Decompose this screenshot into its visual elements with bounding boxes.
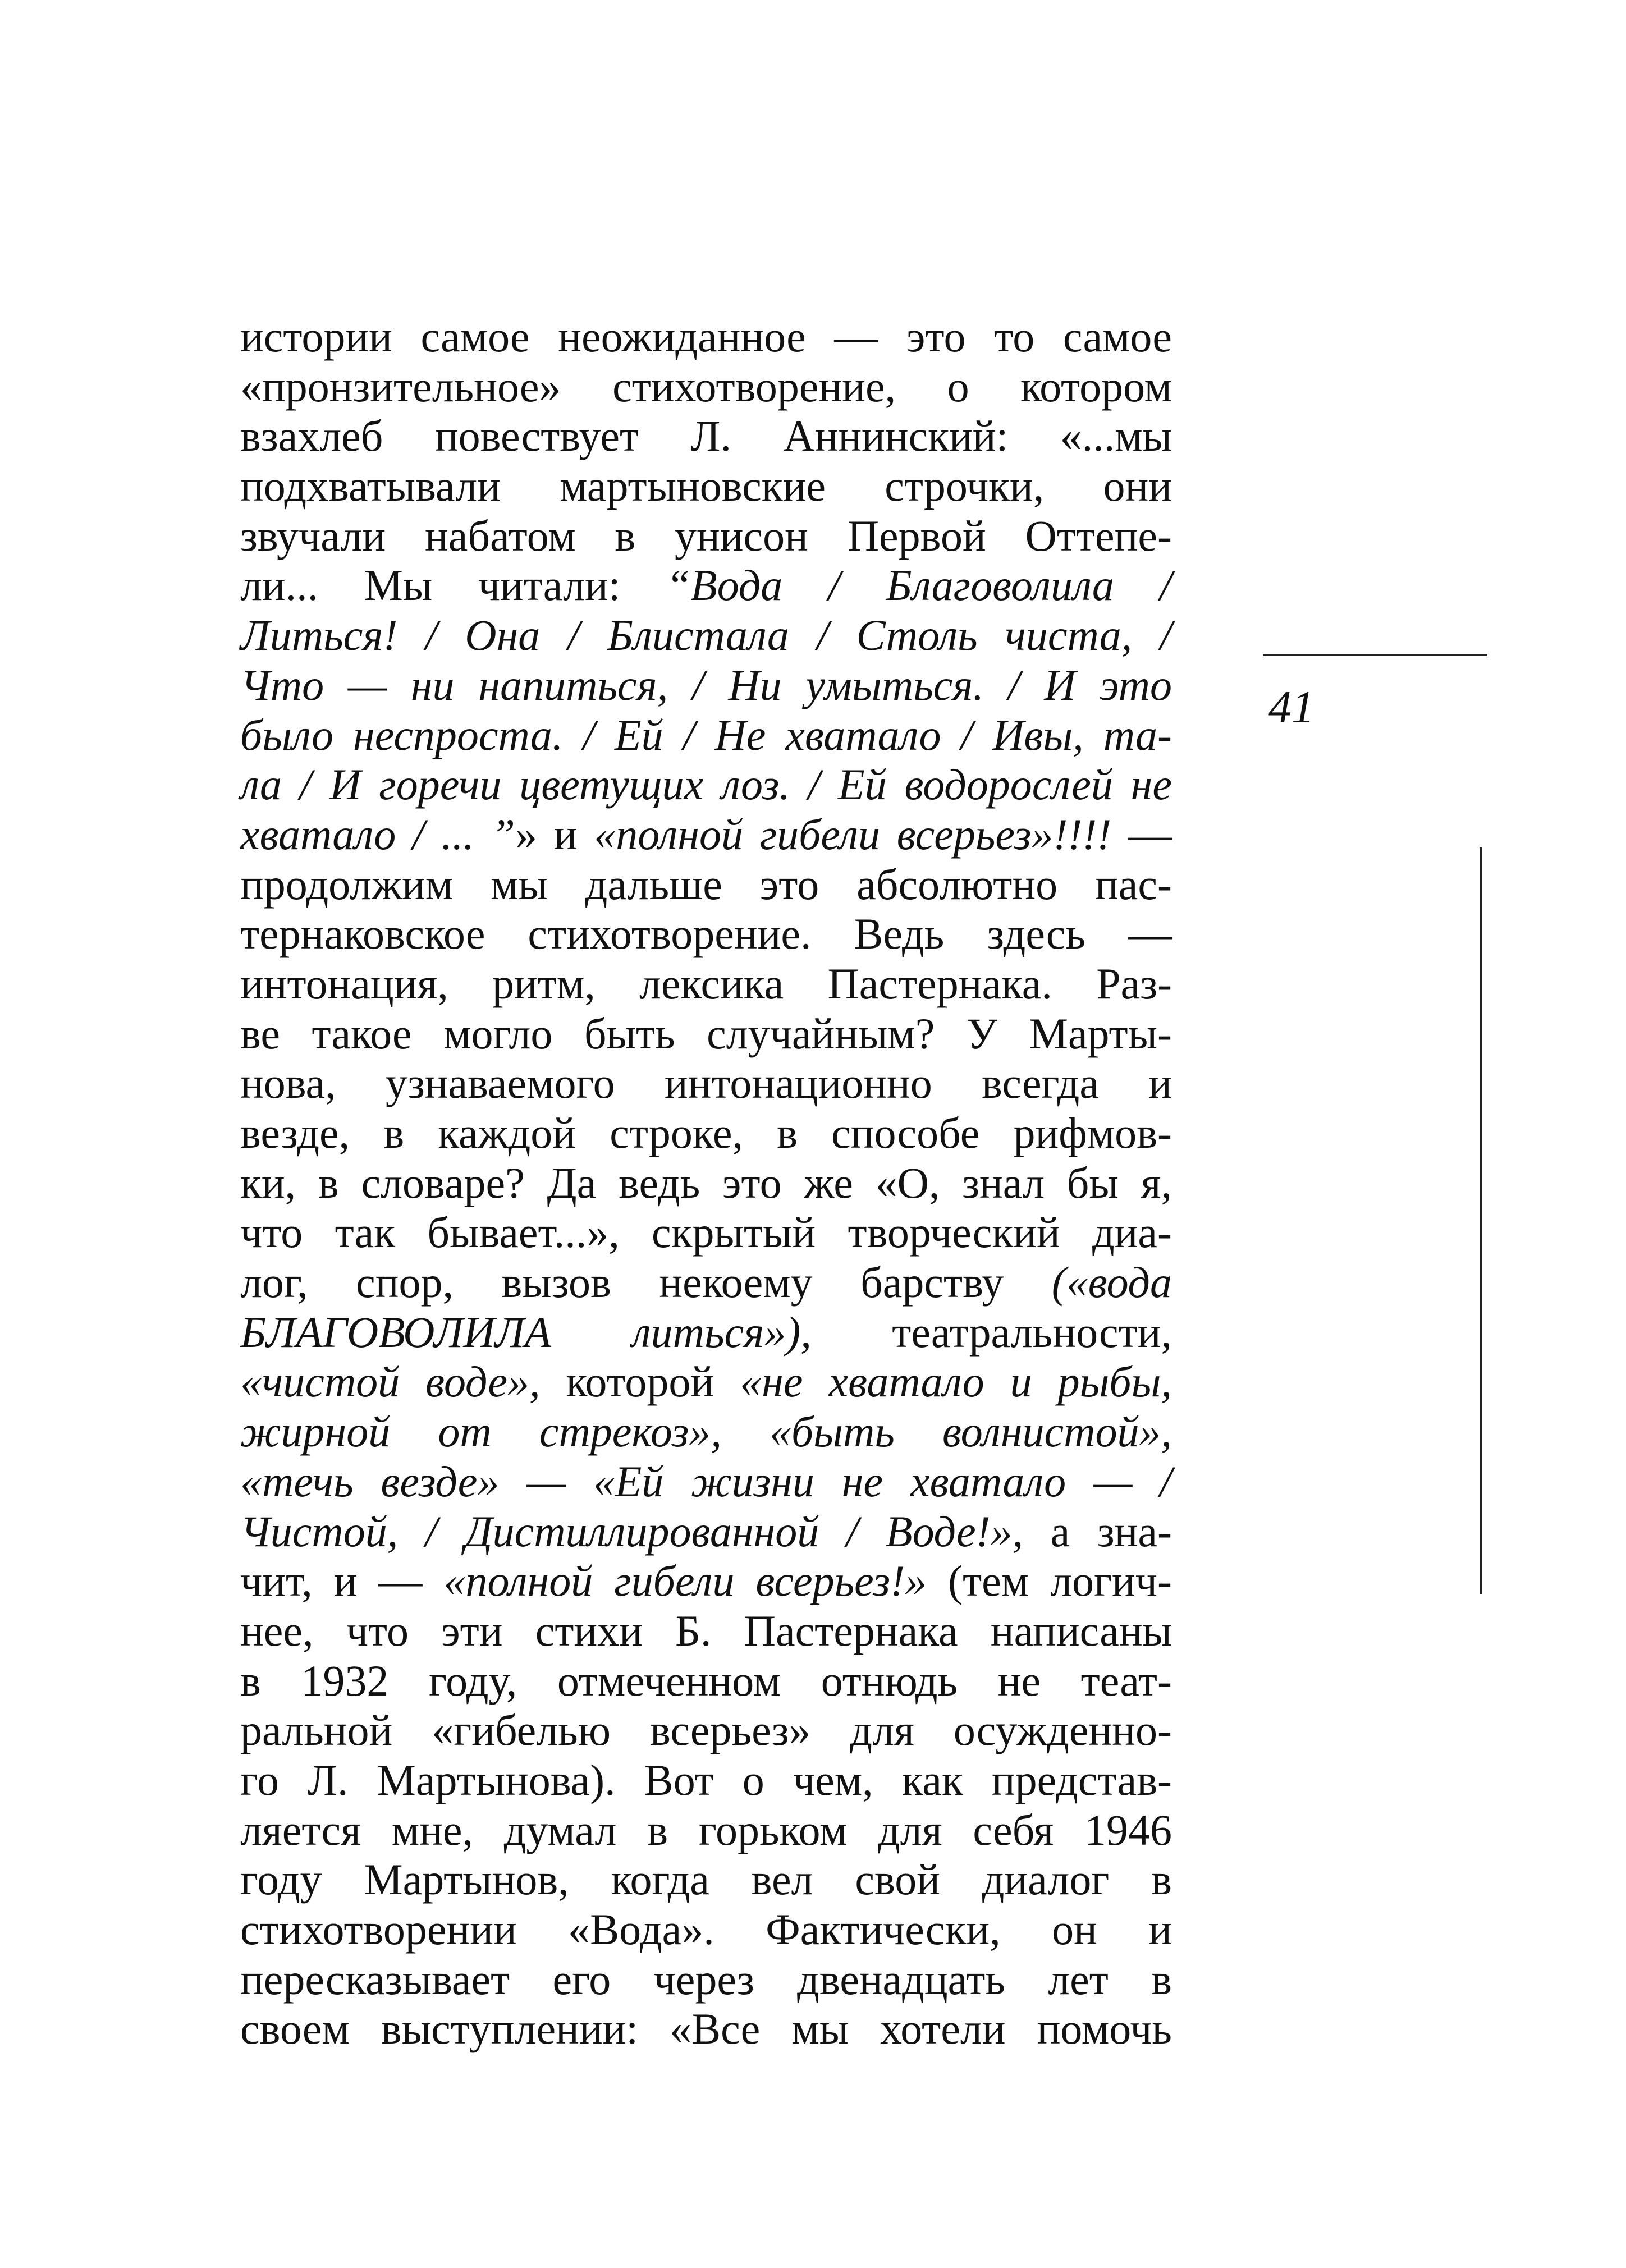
text-line [240,1905,1172,1955]
text-line [240,1158,1172,1208]
text-line [240,1656,1172,1706]
italic-quote: БЛАГОВОЛИЛА литься»), [240,1307,812,1357]
text-segment: ве такое могло быть случайным? У Марты- [240,1009,1172,1058]
text-line [240,1756,1172,1806]
text-line [240,362,1172,412]
text-line [240,1606,1172,1656]
text-line [240,661,1172,711]
page-number: 41 [1268,681,1314,732]
text-segment: ки, в словаре? Да ведь это же «О, знал бы я, [240,1158,1172,1207]
text-line [240,1208,1172,1258]
text-line [240,1556,1172,1606]
text-line [240,909,1172,959]
text-line [240,611,1172,661]
text-line [240,561,1172,611]
text-segment: нова, узнаваемого интонационно всегда и [240,1059,1172,1108]
text-segment: продолжим мы дальше это абсолютно пас- [240,859,1172,909]
text-segment: чит, и — [240,1556,444,1606]
text-segment: театральности, [811,1307,1172,1357]
text-line [240,1855,1172,1905]
text-segment: а зна- [1023,1506,1172,1556]
text-line [240,1457,1172,1507]
text-line [240,711,1172,760]
text-segment: «пронзительное» стихотворение, о котором [240,361,1172,411]
italic-quote: было неспроста. / Ей / Не хватало / Ивы, та- [240,710,1172,759]
text-segment: (тем логич- [927,1556,1172,1606]
text-segment: лог, спор, вызов некоему барству [240,1258,1052,1307]
italic-quote: Что — ни напиться, / Ни умыться. / И это [240,660,1172,709]
text-line [240,312,1172,362]
italic-quote: “Вода / Благоволила / [666,561,1172,610]
text-segment: звучали набатом в унисон Первой Оттепе- [240,511,1172,560]
text-segment: стихотворении «Вода». Фактически, он и [240,1905,1172,1954]
text-segment: взахлеб повествует Л. Аннинский: «...мы [240,411,1172,461]
body-text [240,312,1172,2054]
text-segment: » и [515,809,594,859]
italic-quote: («вода [1051,1258,1172,1307]
text-line [240,1108,1172,1158]
text-segment: пересказывает его через двенадцать лет в [240,1954,1172,2004]
text-line [240,959,1172,1009]
text-segment: которой [540,1357,740,1406]
italic-quote: «течь везде» — «Ей жизни не хватало — / [240,1456,1172,1506]
text-segment: ляется мне, думал в горьком для себя 1946 [240,1805,1172,1854]
text-segment: подхватывали мартыновские строчки, они [240,461,1172,511]
text-line [240,1009,1172,1059]
text-segment: — [1111,809,1172,859]
italic-quote: жирной от стрекоз», «быть волнистой», [240,1407,1172,1456]
text-line [240,760,1172,810]
text-line [240,461,1172,511]
text-segment: в 1932 году, отмеченном отнюдь не теат- [240,1656,1172,1705]
italic-quote: Чистой, / Дистиллированной / Воде!», [240,1506,1024,1556]
text-segment: интонация, ритм, лексика Пастернака. Раз- [240,959,1172,1008]
italic-quote: Литься! / Она / Блистала / Столь чиста, / [240,611,1172,660]
text-segment: своем выступлении: «Все мы хотели помочь [240,2004,1172,2054]
text-line [240,860,1172,910]
italic-quote: ла / И горечи цветущих лоз. / Ей водорослей не [240,760,1172,809]
text-line [240,1357,1172,1407]
text-line [240,1507,1172,1557]
text-line [240,2004,1172,2054]
text-segment: нее, что эти стихи Б. Пастернака написаны [240,1606,1172,1655]
text-segment: что так бывает...», скрытый творческий диа- [240,1208,1172,1257]
text-segment: го Л. Мартынова). Вот о чем, как представ- [240,1755,1172,1804]
italic-quote: «полной гибели всерьез!» [443,1556,927,1606]
text-line [240,1308,1172,1358]
text-segment: ли... Мы читали: [240,561,666,610]
text-segment: году Мартынов, когда вел свой диалог в [240,1855,1172,1904]
italic-quote: «полной гибели всерьез»!!!! [594,809,1112,859]
italic-quote: «не хватало и рыбы, [740,1357,1172,1406]
text-segment: тернаковское стихотворение. Ведь здесь — [240,909,1172,959]
text-line [240,1407,1172,1457]
text-line [240,1955,1172,2005]
text-line [240,1706,1172,1756]
margin-vertical-rule [1480,847,1482,1594]
text-segment: везде, в каждой строке, в способе рифмов- [240,1108,1172,1157]
italic-quote: «чистой воде», [240,1357,541,1406]
text-segment: ральной «гибелью всерьез» для осужденно- [240,1706,1172,1755]
text-line [240,1806,1172,1855]
text-line [240,810,1172,860]
margin-rule [1263,654,1487,656]
text-line [240,411,1172,461]
text-segment: истории самое неожиданное — это то самое [240,312,1172,361]
text-line [240,1258,1172,1308]
italic-quote: хватало / ... ” [240,809,515,859]
text-line [240,511,1172,561]
text-line [240,1059,1172,1108]
